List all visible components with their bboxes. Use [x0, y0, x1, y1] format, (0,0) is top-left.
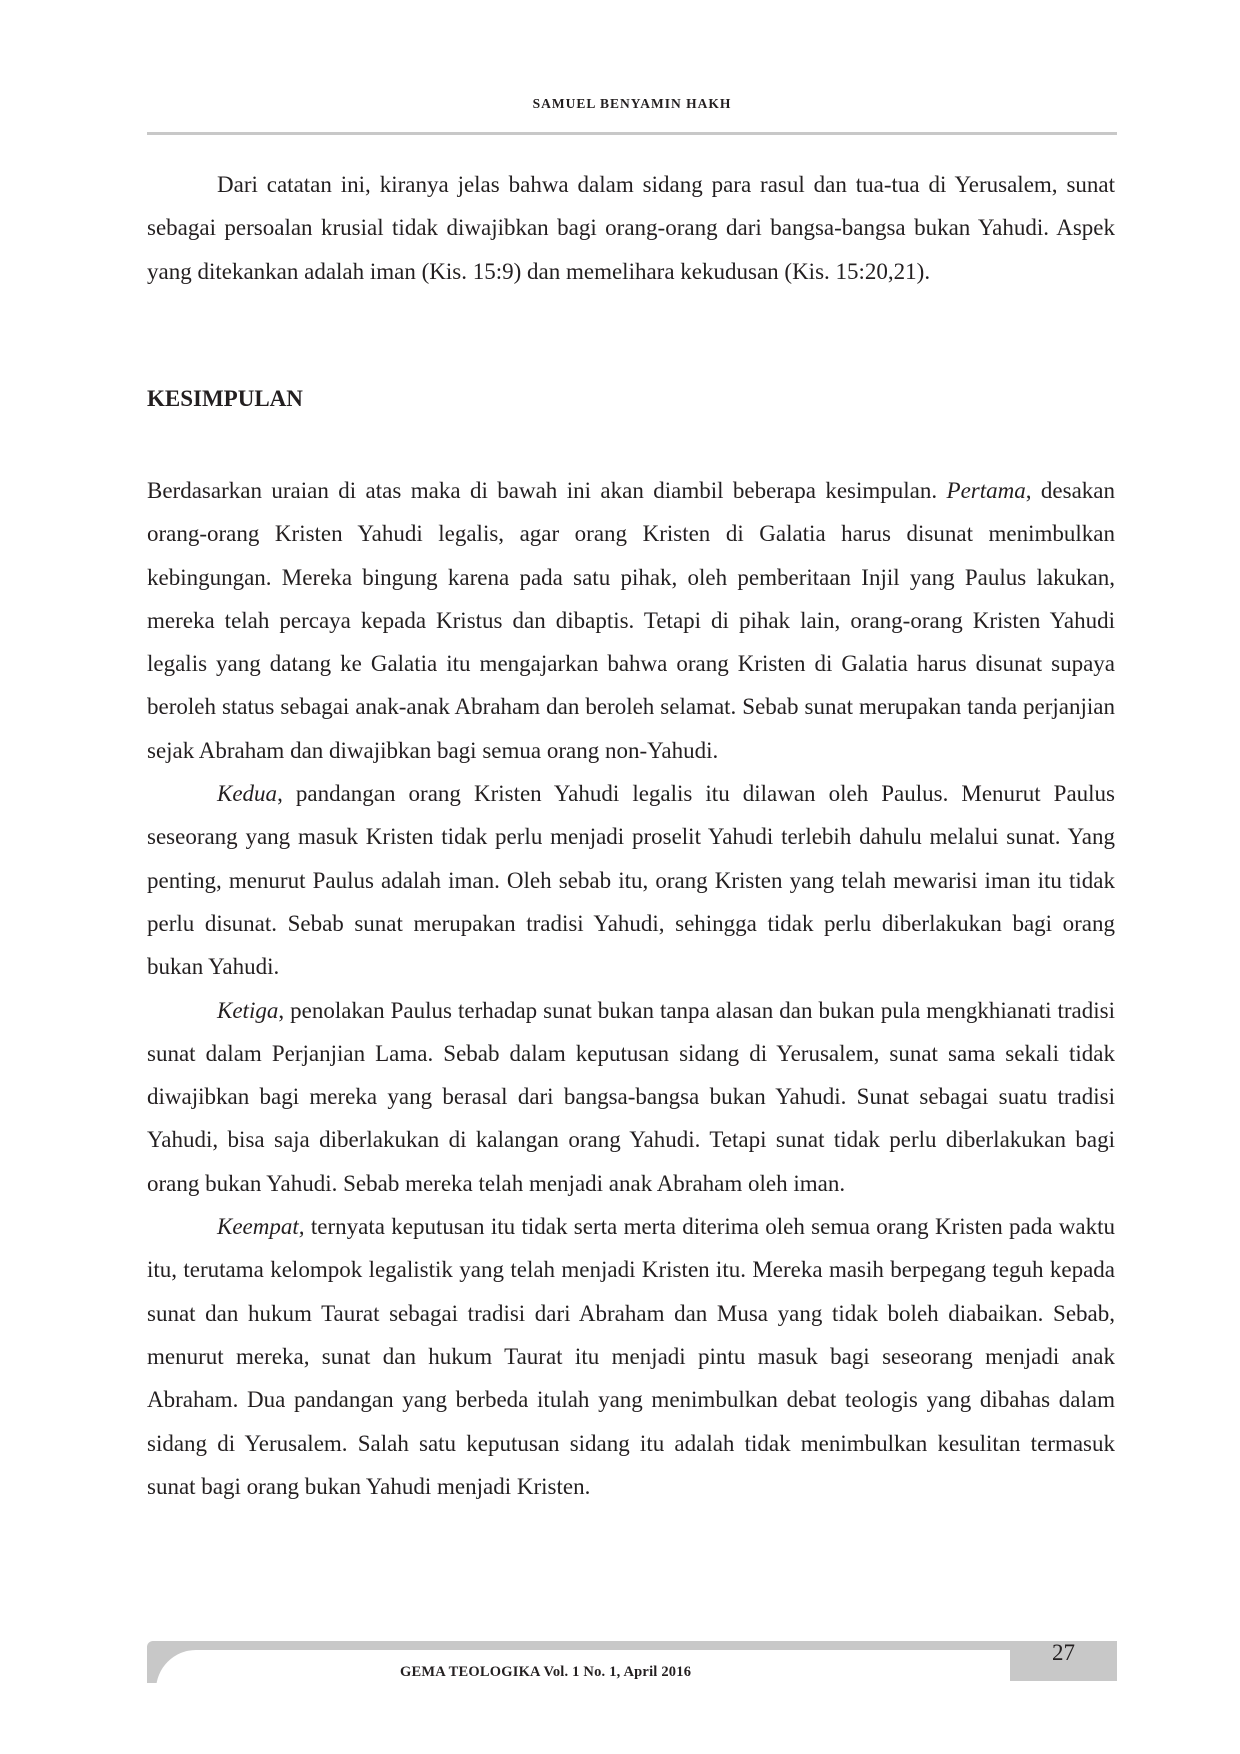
paragraph-text: , penolakan Paulus terhadap sunat bukan tanpa alasan dan bukan pula mengkhianati tradisi sunat dalam Perjanjian Lama. Sebab dalam keputusan sidang di Yerusalem, sunat sama sekali tidak diwajibkan bagi mereka yang berasal dari bangsa-bangsa bukan Yahudi. Sunat sebagai suatu tradisi Yahudi, bisa saja diberlakukan di kalangan orang Yahudi. Tetapi sunat tidak perlu diberlakukan bagi orang bukan Yahudi. Sebab mereka telah menjadi anak Abraham oleh iman. [147, 997, 1115, 1196]
journal-info: GEMA TEOLOGIKA Vol. 1 No. 1, April 2016 [400, 1664, 692, 1680]
section-heading: KESIMPULAN [147, 386, 303, 411]
conclusion-paragraph-4 [147, 1205, 1115, 1508]
header-rule [147, 132, 1117, 135]
conclusion-paragraph-1 [147, 469, 1115, 772]
italic-term-ketiga: Ketiga [217, 997, 279, 1023]
conclusion-paragraph-3 [147, 989, 1115, 1205]
running-head: SAMUEL BENYAMIN HAKH [532, 96, 732, 111]
italic-term-kedua: Kedua [217, 781, 278, 807]
conclusion-paragraph-2 [147, 772, 1115, 988]
italic-term-keempat: Keempat, [217, 1214, 305, 1240]
paragraph-text: , desakan orang-orang Kristen Yahudi legalis, agar orang Kristen di Galatia harus disunat menimbulkan kebingungan. Mereka bingung karena pada satu pihak, oleh pemberitaan Injil yang Paulus lakukan, mereka telah percaya kepada Kristus dan dibaptis. Tetapi di pihak lain, orang-orang Kristen Yahudi legalis yang datang ke Galatia itu mengajarkan bahwa orang Kristen di Galatia harus disunat supaya beroleh status sebagai anak-anak Abraham dan beroleh selamat. Sebab sunat merupakan tanda perjanjian sejak Abraham dan diwajibkan bagi semua orang non-Yahudi. [147, 478, 1116, 763]
intro-block [147, 163, 1115, 293]
conclusion-body [147, 469, 1115, 1508]
italic-term-pertama: Pertama [946, 478, 1026, 503]
intro-paragraph: Dari catatan ini, kiranya jelas bahwa dalam sidang para rasul dan tua-tua di Yerusalem, sunat sebagai persoalan krusial tidak diwajibkan bagi orang-orang dari bangsa-bangsa bukan Yahudi. Aspek yang ditekankan adalah iman (Kis. 15:9) dan memelihara kekudusan (Kis. 15:20,21). [147, 172, 1115, 284]
paragraph-text: ternyata keputusan itu tidak serta merta diterima oleh semua orang Kristen pada waktu itu, terutama kelompok legalistik yang telah menjadi Kristen itu. Mereka masih berpegang teguh kepada sunat dan hukum Taurat sebagai tradisi dari Abraham dan Musa yang tidak boleh diabaikan. Sebab, menurut mereka, sunat dan hukum Taurat itu menjadi pintu masuk bagi seseorang menjadi anak Abraham. Dua pandangan yang berbeda itulah yang menimbulkan debat teologis yang dibahas dalam sidang di Yerusalem. Salah satu keputusan sidang itu adalah tidak menimbulkan kesulitan termasuk sunat bagi orang bukan Yahudi menjadi Kristen. [147, 1214, 1115, 1499]
paragraph-text: , pandangan orang Kristen Yahudi legalis itu dilawan oleh Paulus. Menurut Paulus seseorang yang masuk Kristen tidak perlu menjadi proselit Yahudi terlebih dahulu melalui sunat. Yang penting, menurut Paulus adalah iman. Oleh sebab itu, orang Kristen yang telah mewarisi iman itu tidak perlu disunat. Sebab sunat merupakan tradisi Yahudi, sehingga tidak perlu diberlakukan bagi orang bukan Yahudi. [147, 781, 1115, 980]
paragraph-lead-text: Berdasarkan uraian di atas maka di bawah ini akan diambil beberapa kesimpulan. [147, 478, 947, 503]
page-number: 27 [1052, 1640, 1075, 1665]
